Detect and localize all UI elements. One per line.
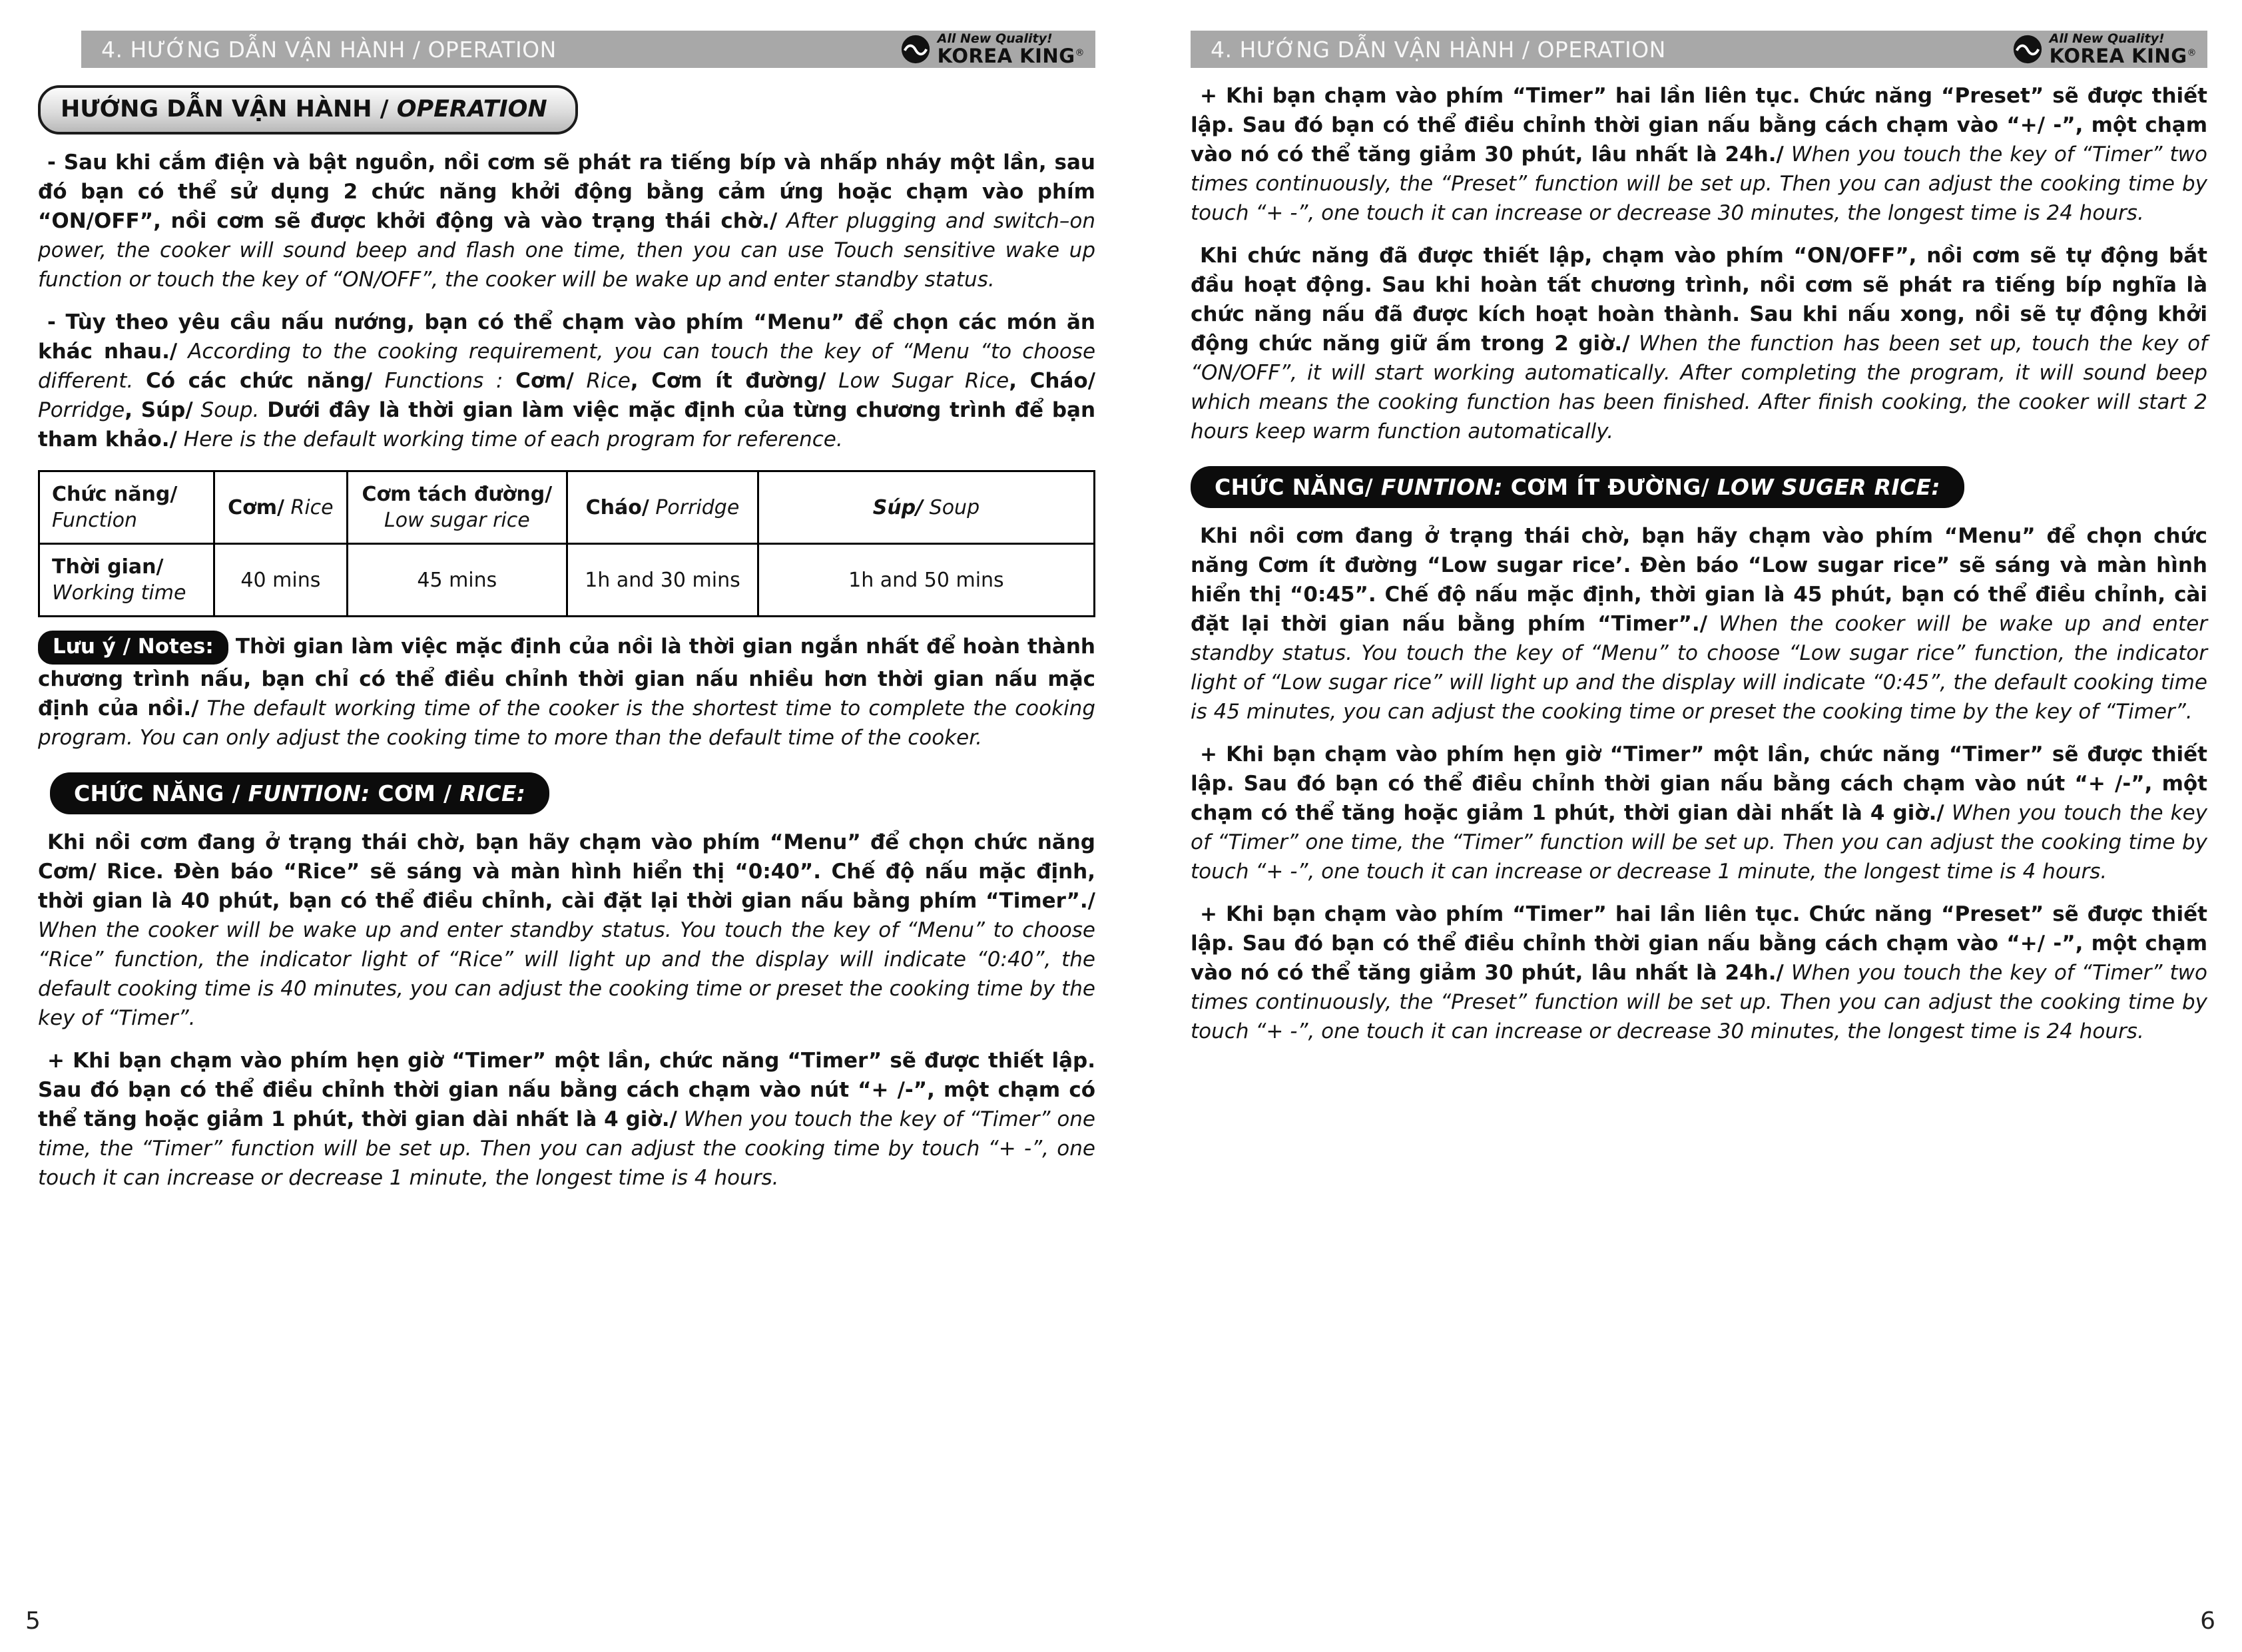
logo-brand-text: KOREA KING <box>937 44 1075 67</box>
notes-body: Thời gian làm việc mặc định của nồi là thời gian ngắn nhất để hoàn thành chương trình nấu, bạn chỉ có thể điều chỉnh thời gian nấu nhiều hơn thời gian nấu mặc định của nồi./ The default working time of the cooker is the shortest time to complete the cooking program. You can only adjust the cooking time to more than the default time of the cooker. <box>38 635 1095 750</box>
logo-swirl-icon <box>2012 34 2043 65</box>
table-data-row <box>39 544 1095 617</box>
function-heading-low-sugar-rice: CHỨC NĂNG/ FUNTION: CƠM ÍT ĐƯỜNG/ LOW SUGER RICE: <box>1191 466 1964 508</box>
section-heading-operation: HƯỚNG DẪN VẬN HÀNH / OPERATION <box>38 85 578 135</box>
header-title: 4. HƯỚNG DẪN VẬN HÀNH / OPERATION <box>101 36 557 63</box>
logo-registered-mark: ® <box>1075 47 1085 59</box>
logo-registered-mark: ® <box>2187 47 2197 59</box>
function-heading-rice: CHỨC NĂNG / FUNTION: CƠM / RICE: <box>50 772 549 814</box>
paragraph-onoff-keepwarm: Khi chức năng đã được thiết lập, chạm vào phím “ON/OFF”, nồi cơm sẽ tự động bắt đầu hoạt động. Sau khi hoàn tất chương trình, nồi cơm sẽ phát ra tiếng bíp nghĩa là chức năng nấu đã được kích hoạt hoàn thành. Sau khi nấu xong, nồi sẽ tự động khởi động chức năng giữ ấm trong 2 giờ./ When the function has been set up, touch the key of “ON/OFF”, it will start working automatically. After completing the program, it will sound beep which means the cooking function has been finished. After finish cooking, the cooker will start 2 hours keep warm function automatically. <box>1191 244 2207 444</box>
page-right <box>1191 31 2207 1046</box>
korea-king-logo <box>900 33 1085 66</box>
notes-pill: Lưu ý / Notes: <box>38 631 228 665</box>
table-cell-soup-time: 1h and 50 mins <box>758 544 1094 617</box>
paragraph-preset-timer: + Khi bạn chạm vào phím “Timer” hai lần liên tục. Chức năng “Preset” sẽ được thiết lập. Sau đó bạn có thể điều chỉnh thời gian nấu bằng cách chạm vào “+/ -”, một chạm vào nó có thể tăng giảm 30 phút, lâu nhất là 24h./ When you touch the key of “Timer” two times continuously, the “Preset” function will be set up. Then you can adjust the cooking time by touch “+ -”, one touch it can increase or decrease 30 minutes, the longest time is 24 hours. <box>1191 84 2207 226</box>
paragraph-rice-function: Khi nồi cơm đang ở trạng thái chờ, bạn hãy chạm vào phím “Menu” để chọn chức năng Cơm/ Rice. Đèn báo “Rice” sẽ sáng và màn hình hiển thị “0:40”. Chế độ nấu mặc định, thời gian là 40 phút, bạn có thể điều chỉnh, cài đặt lại thời gian nấu bằng phím “Timer”./ When the cooker will be wake up and enter standby status. You touch the key of “Menu” to choose “Rice” function, the indicator light of “Rice” will light up and the display will indicate “0:40”, the default cooking time is 40 minutes, you can adjust the cooking time or preset the cooking time by the key of “Timer”. <box>38 830 1095 1031</box>
table-header-function: Chức năng/ Function <box>39 471 214 544</box>
table-cell-porridge-time: 1h and 30 mins <box>567 544 758 617</box>
logo-brand <box>2050 46 2197 66</box>
page-left <box>38 31 1095 1193</box>
page-header-left <box>81 31 1095 68</box>
paragraph-notes <box>38 631 1095 752</box>
paragraph-low-sugar-function: Khi nồi cơm đang ở trạng thái chờ, bạn hãy chạm vào phím “Menu” để chọn chức năng Cơm ít đường “Low sugar rice’. Đèn báo “Low sugar rice” sẽ sáng và màn hình hiển thị “0:45”. Chế độ nấu mặc định, thời gian là 45 phút, bạn có thể điều chỉnh, cài đặt lại thời gian nấu bằng phím “Timer”./ When the cooker will be wake up and enter standby status. You touch the key of “Menu” to choose “Low sugar rice” function, the indicator light of “Low sugar rice” will light up and the display will indicate “0:45”, the default cooking time is 45 minutes, you can adjust the cooking time or preset the cooking time by the key of “Timer”. <box>1191 524 2208 724</box>
table-cell-working-time-label: Thời gian/ Working time <box>39 544 214 617</box>
logo-text <box>2050 33 2197 66</box>
korea-king-logo <box>2012 33 2197 66</box>
header-title: 4. HƯỚNG DẪN VẬN HÀNH / OPERATION <box>1211 36 1666 63</box>
table-header-low-sugar-rice: Cơm tách đường/ Low sugar rice <box>347 471 567 544</box>
logo-brand-text: KOREA KING <box>2049 44 2187 67</box>
paragraph-low-sugar-timer: + Khi bạn chạm vào phím hẹn giờ “Timer” một lần, chức năng “Timer” sẽ được thiết lập. Sau đó bạn có thể điều chỉnh thời gian nấu bằng cách chạm vào nút “+ /-”, một chạm có thể tăng hoặc giảm 1 phút, thời gian dài nhất là 4 giờ./ When you touch the key of “Timer” one time, the “Timer” function will be set up. Then you can adjust the cooking time by touch “+ -”, one touch it can increase or decrease 1 minute, the longest time is 4 hours. <box>1191 742 2208 884</box>
table-header-soup: Súp/ Soup <box>758 471 1094 544</box>
paragraph-power-on: - Sau khi cắm điện và bật nguồn, nồi cơm sẽ phát ra tiếng bíp và nhấp nháy một lần, sau đó bạn có thể sử dụng 2 chức năng khởi động bằng cảm ứng hoặc chạm vào phím “ON/OFF”, nồi cơm sẽ được khởi động và vào trạng thái chờ./ After plugging and switch–on power, the cooker will sound beep and flash one time, then you can use Touch sensitive wake up function or touch the key of “ON/OFF”, the cooker will be wake up and enter standby status. <box>38 150 1095 292</box>
logo-swirl-icon <box>900 34 931 65</box>
page-number-right: 6 <box>2200 1607 2215 1635</box>
logo-text <box>938 33 1085 66</box>
table-cell-low-sugar-time: 45 mins <box>347 544 567 617</box>
page-number-left: 5 <box>25 1607 41 1635</box>
default-working-time-table <box>38 470 1095 617</box>
page-header-right <box>1191 31 2207 68</box>
table-header-porridge: Cháo/ Porridge <box>567 471 758 544</box>
logo-tagline: All New Quality! <box>2049 31 2165 46</box>
table-header-row <box>39 471 1095 544</box>
logo-tagline: All New Quality! <box>937 31 1053 46</box>
logo-brand <box>938 46 1085 66</box>
table-header-rice: Cơm/ Rice <box>214 471 347 544</box>
paragraph-low-sugar-preset: + Khi bạn chạm vào phím “Timer” hai lần liên tục. Chức năng “Preset” sẽ được thiết lập. Sau đó bạn có thể điều chỉnh thời gian nấu bằng cách chạm vào “+/ -”, một chạm vào nó có thể tăng giảm 30 phút, lâu nhất là 24h./ When you touch the key of “Timer” two times continuously, the “Preset” function will be set up. Then you can adjust the cooking time by touch “+ -”, one touch it can increase or decrease 30 minutes, the longest time is 24 hours. <box>1191 902 2207 1044</box>
table-cell-rice-time: 40 mins <box>214 544 347 617</box>
paragraph-rice-timer: + Khi bạn chạm vào phím hẹn giờ “Timer” một lần, chức năng “Timer” sẽ được thiết lập. Sau đó bạn có thể điều chỉnh thời gian nấu bằng cách chạm vào nút “+ /-”, một chạm có thể tăng hoặc giảm 1 phút, thời gian dài nhất là 4 giờ./ When you touch the key of “Timer” one time, the “Timer” function will be set up. Then you can adjust the cooking time by touch “+ -”, one touch it can increase or decrease 1 minute, the longest time is 4 hours. <box>38 1049 1096 1191</box>
paragraph-menu-functions: - Tùy theo yêu cầu nấu nướng, bạn có thể chạm vào phím “Menu” để chọn các món ăn khác nhau./ According to the cooking requirement, you can touch the key of “Menu “to choose different. Có các chức năng/ Functions : Cơm/ Rice, Cơm ít đường/ Low Sugar Rice, Cháo/ Porridge, Súp/ Soup. Dưới đây là thời gian làm việc mặc định của từng chương trình để bạn tham khảo./ Here is the default working time of each program for reference. <box>38 310 1096 452</box>
